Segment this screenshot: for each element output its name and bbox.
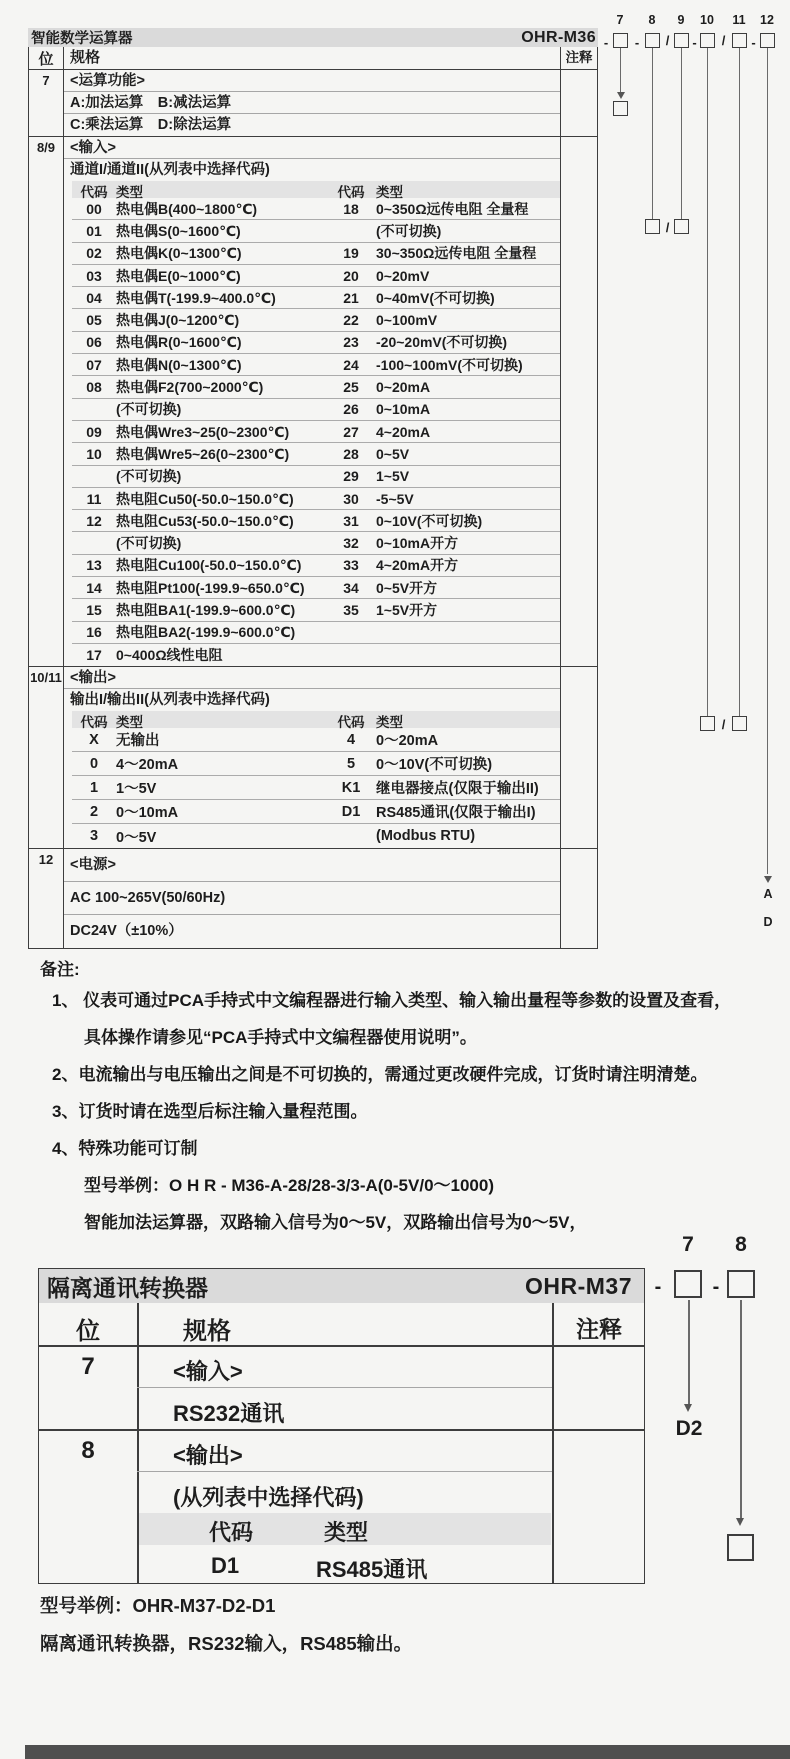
type-cell: 热电偶J(0~1200℃): [116, 312, 240, 329]
table-row: [72, 309, 560, 331]
type-cell: 0～20mA: [376, 733, 439, 750]
type-cell: 30~350Ω远传电阻 全量程: [376, 245, 537, 262]
type-header: 类型: [376, 715, 403, 731]
m37-model: OHR-M37: [524, 1272, 632, 1299]
type-cell: 4~20mA: [376, 423, 431, 440]
note-line-wrap: [40, 1174, 770, 1197]
code-cell: 30: [343, 490, 359, 507]
note-line: 智能加法运算器，双路输入信号为0～5V，双路输出信号为0～5V，: [84, 1213, 587, 1232]
type-cell: 0~20mV: [376, 267, 430, 284]
code-box-12: [760, 33, 775, 48]
table-row: [72, 532, 560, 554]
code-cell: X: [89, 731, 99, 748]
type-cell: 热电偶S(0~1600℃): [116, 222, 241, 239]
spec-cell: [64, 137, 561, 666]
type-cell: 0～10V(不可切换): [376, 757, 493, 774]
input-code-list: [64, 198, 560, 666]
digit-label-7: 7: [616, 13, 624, 27]
type-cell: 4~20mA开方: [376, 557, 459, 574]
code-cell: 14: [86, 579, 102, 596]
note-cell: [561, 667, 597, 848]
digit-label-7: 7: [682, 1233, 694, 1256]
table-row: [72, 622, 560, 644]
m37-title-band: [39, 1269, 644, 1303]
table-row: [72, 443, 560, 465]
code-cell: 19: [343, 245, 359, 262]
code-cell: 13: [86, 557, 102, 574]
power-option-row: DC24V（±10%）: [70, 923, 183, 940]
type-cell: 0~40mV(不可切换): [376, 289, 495, 306]
table-row: [72, 599, 560, 621]
code-cell: 4: [346, 731, 356, 748]
arrow-down-icon: [736, 1518, 744, 1526]
leader-line-11: [739, 48, 740, 716]
table-row: [72, 577, 560, 599]
type-cell: 0~100mV: [376, 312, 438, 329]
type-cell: 0～10mA: [116, 805, 179, 822]
type-cell: 1~5V开方: [376, 601, 438, 618]
code-cell: 22: [343, 312, 359, 329]
note-line-wrap: [40, 1026, 770, 1049]
code-cell: K1: [341, 779, 361, 796]
pos-cell: 7: [29, 70, 64, 136]
type-cell: RS485通讯: [316, 1557, 428, 1582]
type-header: 类型: [116, 715, 143, 731]
code-cell: 26: [343, 401, 359, 418]
type-cell: 热电阻Pt100(-199.9~650.0℃): [116, 579, 305, 596]
type-cell: 无输出: [116, 733, 160, 750]
col-header-pos: 位: [29, 47, 64, 69]
table-row: [72, 399, 560, 421]
table-row: [72, 752, 560, 776]
m36-model: OHR-M36: [521, 28, 596, 46]
code-header: 代码: [209, 1520, 254, 1545]
type-cell: (不可切换): [116, 401, 182, 418]
code-cell: 23: [343, 334, 359, 351]
table-row: [72, 644, 560, 666]
output-label: <输出>: [173, 1443, 243, 1468]
function-label: <运算功能>: [64, 70, 560, 92]
output-subheader: [139, 1513, 551, 1545]
table-row: [72, 421, 560, 443]
m36-header-row: [29, 47, 597, 69]
type-cell: (不可切换): [116, 535, 182, 552]
code-cell: 5: [346, 755, 356, 772]
table-row: [72, 265, 560, 287]
code-cell: D1: [341, 803, 361, 820]
code-separator: /: [721, 33, 726, 48]
leader-line-10: [707, 48, 708, 716]
code-target-box-11: [732, 716, 747, 731]
type-header: 类型: [376, 185, 403, 200]
type-cell: 热电偶Wre5~26(0~2300℃): [116, 445, 290, 462]
code-target-box-7: [613, 101, 628, 116]
code-cell: 35: [343, 601, 359, 618]
function-option-row: C:乘法运算 D:除法运算: [70, 117, 232, 133]
type-cell: 0~5V: [376, 445, 410, 462]
code-cell: 29: [343, 468, 359, 485]
arrow-down-icon: [617, 92, 625, 99]
type-cell: 1～5V: [116, 781, 157, 798]
code-cell: 12: [86, 512, 102, 529]
type-cell: 0~10mA开方: [376, 535, 459, 552]
table-row: [72, 800, 560, 824]
m36-title-band: [28, 28, 598, 47]
code-cell: 25: [343, 379, 359, 396]
code-cell: 06: [86, 334, 102, 351]
power-option-d: D: [763, 915, 773, 929]
digit-label-12: 12: [760, 13, 774, 27]
pos-cell: 7: [81, 1353, 95, 1380]
type-cell: 继电器接点(仅限于输出II): [376, 781, 539, 798]
code-separator: -: [692, 35, 697, 50]
type-cell: 热电阻BA2(-199.9~600.0℃): [116, 624, 296, 641]
pos-cell: 8/9: [29, 137, 64, 666]
note-cell: [561, 137, 597, 666]
output-sublabel: 输出I/输出II(从列表中选择代码): [70, 692, 270, 709]
code-target-box-9: [674, 219, 689, 234]
input-type-row: RS232通讯: [173, 1401, 285, 1426]
note-line-wrap: [40, 1137, 770, 1160]
code-cell: 16: [86, 624, 102, 641]
leader-line-9: [681, 48, 682, 219]
type-cell: 热电偶T(-199.9~400.0℃): [116, 289, 276, 306]
code-cell: 01: [86, 222, 102, 239]
type-cell: 0~5V开方: [376, 579, 438, 596]
type-cell: 热电偶Wre3~25(0~2300℃): [116, 423, 290, 440]
digit-label-9: 9: [677, 13, 685, 27]
note-line: 3、订货时请在选型后标注输入量程范围。: [52, 1102, 368, 1121]
output-code-list: [64, 728, 560, 848]
code-cell: 04: [86, 289, 102, 306]
m37-example-description: 隔离通讯转换器，RS232输入，RS485输出。: [40, 1633, 413, 1654]
type-cell: 0~10mA: [376, 401, 431, 418]
leader-line-8: [740, 1300, 742, 1518]
type-cell: 热电偶B(400~1800℃): [116, 200, 258, 217]
code-cell: 05: [86, 312, 102, 329]
pos-cell: 8: [81, 1437, 95, 1464]
m36-selection-table: [28, 28, 598, 949]
note-line: 4、特殊功能可订制: [52, 1139, 198, 1158]
code-cell: 11: [86, 490, 102, 507]
leader-line-7: [620, 48, 621, 92]
type-cell: 热电阻Cu100(-50.0~150.0℃): [116, 557, 302, 574]
col-header-note: 注释: [565, 50, 593, 65]
code-cell: 34: [343, 579, 359, 596]
table-row: [72, 466, 560, 488]
row-divider: [137, 1387, 552, 1388]
code-box-9: [674, 33, 689, 48]
digit-label-11: 11: [732, 13, 746, 27]
type-cell: 热电偶E(0~1000℃): [116, 267, 241, 284]
col-header-pos: 位: [76, 1318, 100, 1345]
table-row: [72, 332, 560, 354]
type-cell: 热电阻BA1(-199.9~600.0℃): [116, 601, 296, 618]
note-line-wrap: [40, 1100, 770, 1123]
type-cell: 热电偶N(0~1300℃): [116, 356, 242, 373]
code-target-box-8: [645, 219, 660, 234]
table-row: [72, 243, 560, 265]
type-cell: -5~5V: [376, 490, 414, 507]
code-header: 代码: [80, 185, 108, 200]
code-cell: 07: [86, 356, 102, 373]
power-option-row: AC 100~265V(50/60Hz): [64, 882, 560, 915]
note-cell: [561, 70, 597, 136]
code-separator: -: [654, 1276, 662, 1298]
type-cell: 0~350Ω远传电阻 全量程: [376, 200, 529, 217]
code-cell: 10: [86, 445, 102, 462]
code-separator: /: [665, 33, 670, 48]
code-box-11: [732, 33, 747, 48]
code-box-8: [645, 33, 660, 48]
note-line: 具体操作请参见“PCA手持式中文编程器使用说明”。: [84, 1028, 477, 1047]
code-cell: 1: [89, 779, 99, 796]
input-label: <输入>: [173, 1359, 243, 1384]
table-row: [72, 555, 560, 577]
table-row: [72, 728, 560, 752]
table-row: [72, 376, 560, 398]
code-cell: 09: [86, 423, 102, 440]
leader-line-8: [652, 48, 653, 219]
type-cell: 0～5V: [116, 829, 157, 846]
m36-table: [28, 47, 598, 949]
col-header-note: 注释: [576, 1316, 622, 1342]
note-cell: [561, 849, 597, 948]
code-target-box-10: [700, 716, 715, 731]
code-header: 代码: [80, 715, 108, 731]
type-cell: 1~5V: [376, 468, 410, 485]
type-cell: (Modbus RTU): [376, 828, 476, 845]
type-header: 类型: [116, 185, 143, 200]
footer-bar: [25, 1745, 790, 1759]
m37-selection-table: [38, 1268, 645, 1584]
arrow-down-icon: [684, 1404, 692, 1412]
output-label: <输出>: [64, 667, 560, 689]
code-header: 代码: [337, 185, 365, 200]
table-row: [72, 287, 560, 309]
note-line: 型号举例：O H R - M36-A-28/28-3/3-A(0-5V/0～1000): [84, 1176, 495, 1195]
code-target-slash: /: [665, 220, 670, 235]
type-cell: 4～20mA: [116, 757, 179, 774]
code-cell: 33: [343, 557, 359, 574]
type-cell: 0~400Ω线性电阻: [116, 647, 223, 664]
code-separator: -: [751, 35, 756, 50]
table-row: [72, 776, 560, 800]
m36-section-power: [29, 848, 597, 948]
note-line-wrap: [40, 1211, 770, 1234]
code-separator: -: [603, 35, 609, 50]
code-target-slash: /: [721, 717, 726, 732]
type-cell: RS485通讯(仅限于输出I): [376, 805, 536, 822]
code-cell: D1: [211, 1553, 240, 1578]
code-cell: 20: [343, 267, 359, 284]
code-cell: 02: [86, 245, 102, 262]
function-option-row: A:加法运算 B:减法运算: [64, 92, 560, 114]
code-box-7: [674, 1270, 702, 1298]
spec-cell: [64, 70, 561, 136]
code-cell: 03: [86, 267, 102, 284]
m36-title: 智能数学运算器: [31, 31, 133, 47]
code-target-d2: D2: [675, 1417, 703, 1440]
notes-section: [40, 955, 770, 1248]
note-line-wrap: [40, 1063, 770, 1086]
type-cell: 热电偶F2(700~2000℃): [116, 379, 264, 396]
code-cell: 18: [343, 200, 359, 217]
code-box-7: [613, 33, 628, 48]
type-cell: 热电阻Cu50(-50.0~150.0℃): [116, 490, 294, 507]
type-cell: 热电偶R(0~1600℃): [116, 334, 242, 351]
code-cell: 31: [343, 512, 359, 529]
notes-list: [40, 989, 770, 1234]
spec-cell: [64, 667, 561, 848]
code-cell: 3: [89, 828, 99, 845]
type-cell: (不可切换): [116, 468, 182, 485]
note-line: 1、 仪表可通过PCA手持式中文编程器进行输入类型、输入输出量程等参数的设置及查看，: [52, 991, 732, 1010]
code-cell: 0: [89, 755, 99, 772]
table-row: [72, 824, 560, 848]
table-row: [72, 488, 560, 510]
input-subheader: [72, 181, 560, 198]
code-separator: -: [712, 1276, 720, 1298]
digit-label-10: 10: [700, 13, 714, 27]
table-row: [72, 510, 560, 532]
code-cell: 32: [343, 535, 359, 552]
row-divider: [39, 1429, 644, 1431]
m36-section-input: [29, 136, 597, 666]
type-cell: 0~20mA: [376, 379, 431, 396]
code-cell: 17: [86, 647, 102, 664]
code-cell: 00: [86, 200, 102, 217]
input-sublabel: 通道I/通道II(从列表中选择代码): [70, 162, 270, 178]
code-target-box-8: [727, 1534, 754, 1561]
code-cell: 21: [343, 289, 359, 306]
type-cell: 热电阻Cu53(-50.0~150.0℃): [116, 512, 294, 529]
type-cell: (不可切换): [376, 222, 442, 239]
arrow-down-icon: [764, 876, 772, 883]
type-cell: -100~100mV(不可切换): [376, 356, 523, 373]
digit-label-8: 8: [648, 13, 656, 27]
code-header: 代码: [337, 715, 365, 731]
table-row: [72, 198, 560, 220]
col-header-spec: 规格: [183, 1318, 231, 1345]
type-cell: 热电偶K(0~1300℃): [116, 245, 242, 262]
col-header-spec: 规格: [64, 47, 561, 69]
code-cell: 08: [86, 379, 102, 396]
m36-section-output: [29, 666, 597, 848]
digit-label-8: 8: [735, 1233, 747, 1256]
m37-title: 隔离通讯转换器: [47, 1274, 208, 1301]
type-cell: -20~20mV(不可切换): [376, 334, 508, 351]
input-label: <输入>: [64, 137, 560, 159]
output-subheader: [72, 711, 560, 731]
code-cell: 27: [343, 423, 359, 440]
table-row: [72, 354, 560, 376]
power-option-a: A: [763, 887, 773, 901]
code-cell: 15: [86, 601, 102, 618]
note-line: 2、电流输出与电压输出之间是不可切换的，需通过更改硬件完成，订货时请注明清楚。: [52, 1065, 708, 1084]
pos-cell: 12: [29, 849, 64, 948]
code-box-8: [727, 1270, 755, 1298]
type-cell: 0~10V(不可切换): [376, 512, 483, 529]
notes-heading: 备注:: [40, 960, 80, 979]
leader-line-12: [767, 48, 768, 874]
row-divider: [137, 1471, 552, 1472]
note-line-wrap: [40, 989, 770, 1012]
code-cell: 2: [89, 803, 99, 820]
pos-cell: 10/11: [29, 667, 64, 848]
code-separator: -: [634, 35, 640, 50]
code-box-10: [700, 33, 715, 48]
code-cell: 24: [343, 356, 359, 373]
table-row: [72, 220, 560, 242]
m36-section-function: [29, 69, 597, 136]
m37-example-model: 型号举例：OHR-M37-D2-D1: [40, 1595, 276, 1616]
spec-cell: [64, 849, 561, 948]
code-cell: 28: [343, 445, 359, 462]
leader-line-7: [688, 1300, 690, 1404]
type-header: 类型: [324, 1520, 369, 1545]
power-label: <电源>: [64, 849, 560, 882]
output-sublabel: (从列表中选择代码): [173, 1485, 364, 1510]
